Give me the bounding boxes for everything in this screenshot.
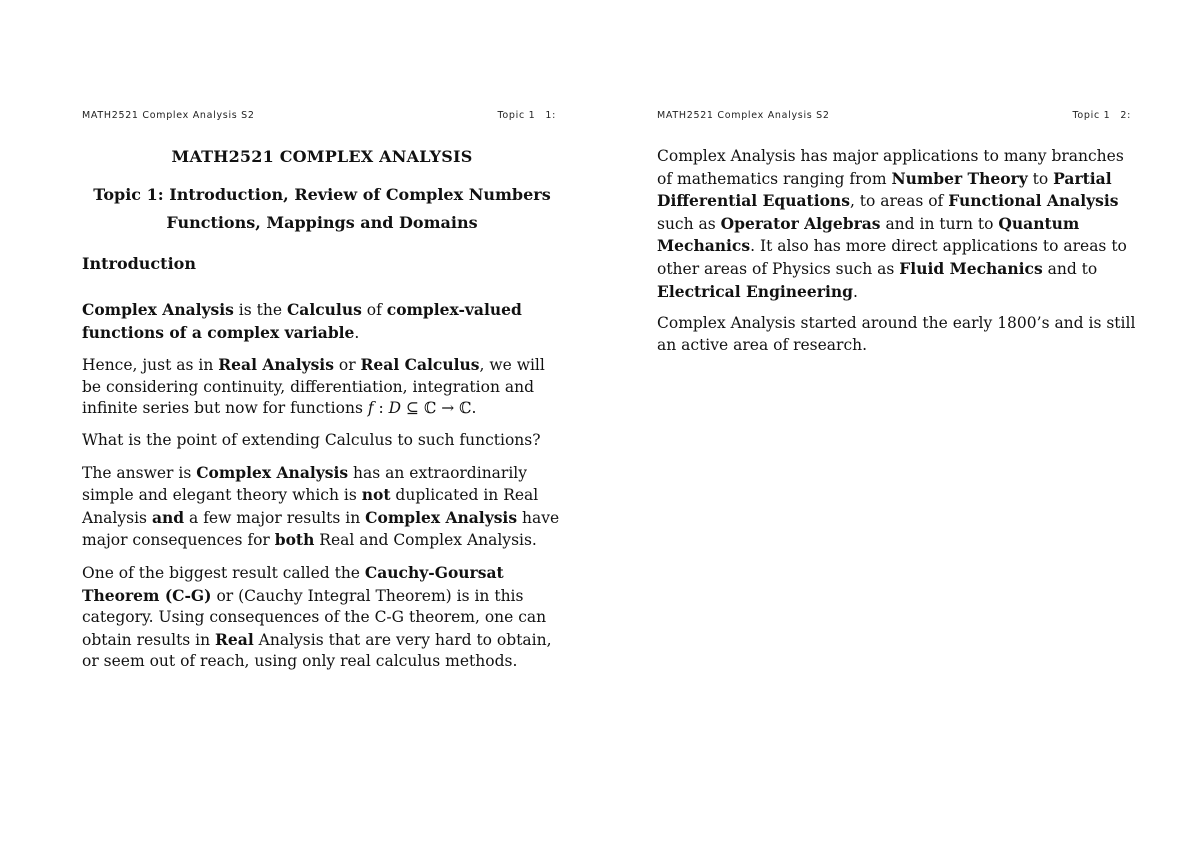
page-number: 2: (1120, 110, 1131, 121)
section-heading: Introduction (82, 254, 196, 273)
paragraph-definition: Complex Analysis is the Calculus of complex-valued functions of a complex variable. (82, 300, 522, 342)
paragraph-applications: Complex Analysis has major applications to many branches of mathematics ranging from Number Theory to Partial Differential Equations, to areas of Functional Analysis such as Operator Algebras and in turn to Quantum Mechanics. It also has more direct applications to areas to other areas of Physics such as Fluid Mechanics and to Electrical Engineering. (657, 147, 1127, 301)
topic-page-label (1062, 110, 1131, 121)
paragraph-question: What is the point of extending Calculus to such functions? (82, 430, 541, 449)
course-label: MATH2521 Complex Analysis S2 (82, 110, 255, 121)
document-title: MATH2521 COMPLEX ANALYSIS (171, 147, 473, 166)
topic-subtitle-line-1: Topic 1: Introduction, Review of Complex Numbers (93, 185, 551, 204)
paragraph-cauchy-goursat: One of the biggest result called the Cauchy-Goursat Theorem (C-G) or (Cauchy Integral Theorem) is in this category. Using consequences of the C-G theorem, one can obtain results in Real Analysis that are very hard to obtain, or seem out of reach, using only real calculus methods. (82, 562, 552, 671)
slide-header (657, 110, 1131, 124)
course-label: MATH2521 Complex Analysis S2 (657, 110, 830, 121)
topic-subtitle-line-2: Functions, Mappings and Domains (166, 213, 478, 232)
topic-page-label (487, 110, 556, 121)
paragraph-real-analysis: Hence, just as in Real Analysis or Real Calculus, we will be considering continuity, differentiation, integration and infinite series but now for functions f : D ⊆ ℂ → ℂ. (82, 355, 545, 418)
topic-label: Topic 1 (497, 110, 536, 121)
page-number: 1: (545, 110, 556, 121)
slide-header (82, 110, 556, 124)
paragraph-history: Complex Analysis started around the early 1800’s and is still an active area of research. (657, 314, 1136, 354)
paragraph-answer: The answer is Complex Analysis has an extraordinarily simple and elegant theory which is not duplicated in Real Analysis and a few major results in Complex Analysis have major consequences for both Real and Complex Analysis. (82, 462, 560, 550)
topic-label: Topic 1 (1072, 110, 1111, 121)
slide-body (82, 144, 562, 673)
slide-body (657, 144, 1137, 356)
